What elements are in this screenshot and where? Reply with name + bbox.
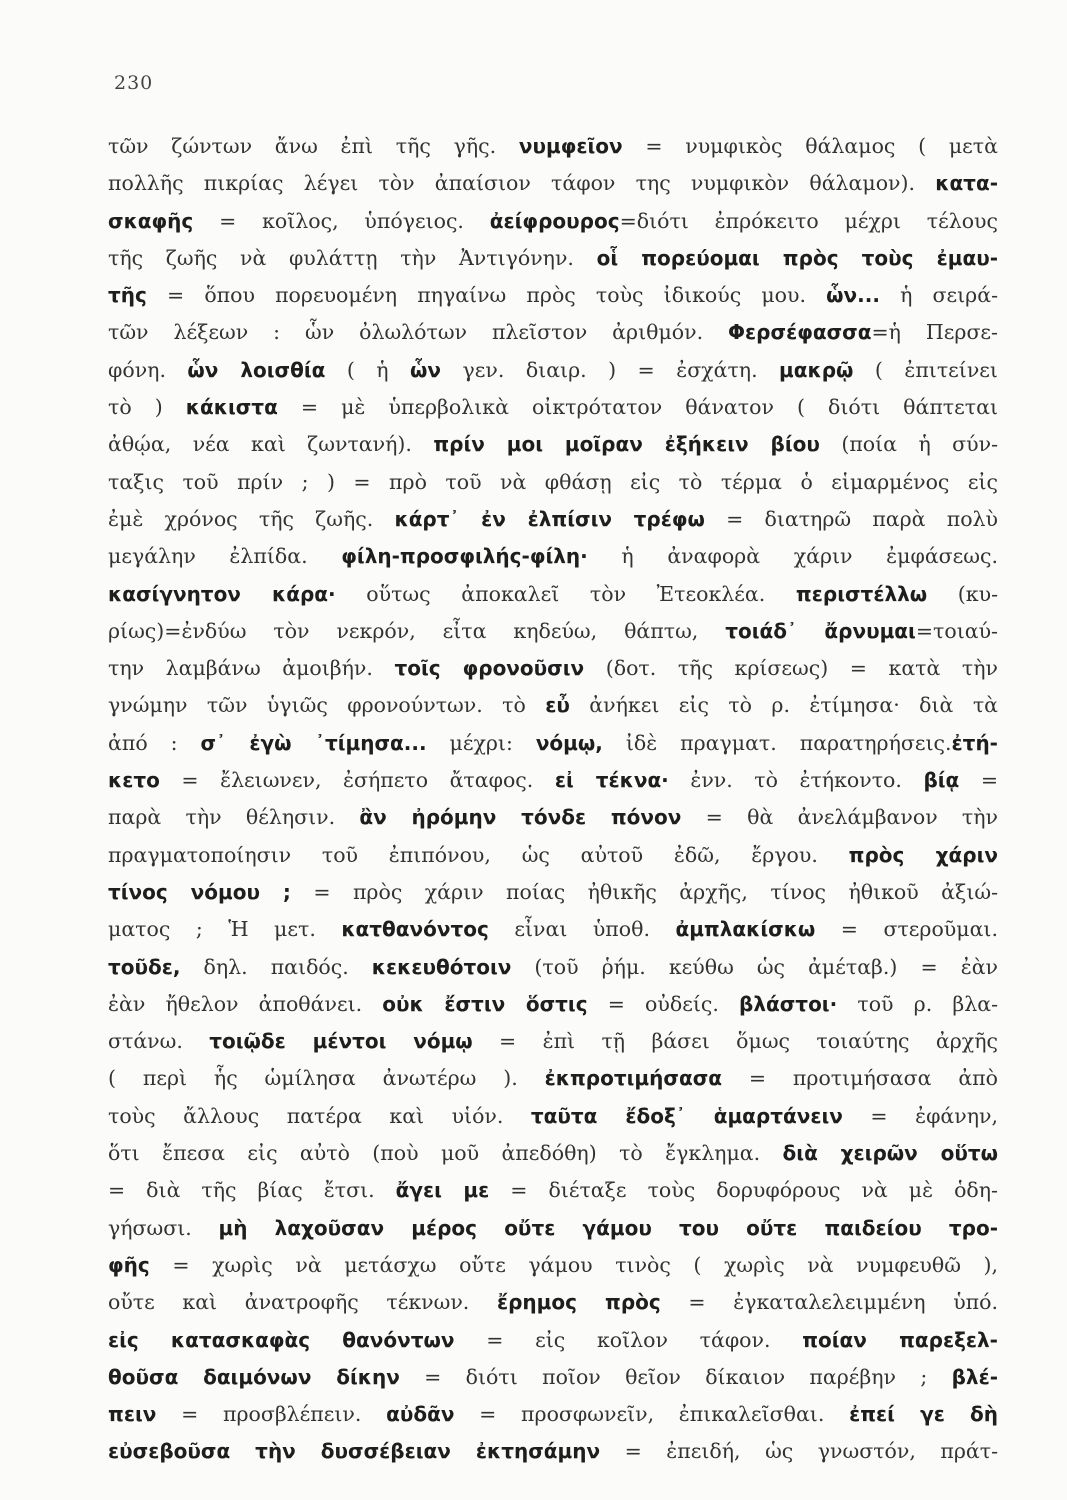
lemma: κάρτ᾿ ἐν ἐλπίσιν τρέφω — [394, 506, 705, 531]
lemma: τοῦδε, — [108, 954, 181, 979]
gloss: παρὰ τὴν θέλησιν. — [108, 805, 360, 830]
gloss: γνώμην τῶν ὑγιῶς φρονούντων. τὸ — [108, 693, 546, 718]
gloss: γεν. διαιρ. ) = ἐσχάτη. — [441, 357, 780, 382]
text-line — [108, 203, 998, 240]
text-line — [108, 165, 998, 202]
text-line — [108, 1098, 998, 1135]
gloss: ρίως)=ἐνδύω τὸν νεκρόν, εἶτα κηδεύω, θάπτω, — [108, 618, 726, 643]
gloss: οὔτε καὶ ἀνατροφῆς τέκνων. — [108, 1290, 497, 1315]
lemma: εἰς κατασκαφὰς θανόντων — [108, 1327, 455, 1352]
text-line — [108, 501, 998, 538]
lemma: περιστέλλω — [795, 581, 928, 606]
lemma: ἐκπροτιμήσασα — [544, 1066, 723, 1091]
text-line — [108, 1396, 998, 1433]
gloss: = νυμφικὸς θάλαμος ( μετὰ — [622, 134, 998, 158]
gloss: μεγάλην ἐλπίδα. — [108, 544, 342, 569]
gloss: = προσβλέπειν. — [156, 1402, 387, 1427]
gloss: = ἐγκαταλελειμμένη ὑπό. — [660, 1290, 998, 1315]
gloss: = διέταξε τοὺς δορυφόρους νὰ μὲ ὁδη- — [489, 1178, 998, 1203]
lemma: τοιάδ᾿ ἄρνυμαι — [725, 618, 916, 643]
gloss: = εἰς κοῖλον τάφον. — [454, 1327, 803, 1352]
lemma: σ᾿ ἐγὼ ᾿τίμησα... — [200, 730, 427, 755]
lemma: ἐτή- — [951, 730, 998, 755]
gloss: (τοῦ ῥήμ. κεύθω ὡς ἀμέταβ.) = ἐὰν — [511, 954, 998, 979]
text-line — [108, 538, 998, 575]
text-line — [108, 352, 998, 389]
lemma: οὐκ ἔστιν ὅστις — [382, 991, 588, 1016]
gloss: =ἡ Περσε- — [871, 320, 998, 345]
lemma: μακρῷ — [779, 357, 854, 382]
gloss: φόνη. — [108, 357, 188, 382]
gloss: δηλ. παιδός. — [180, 954, 372, 979]
gloss: (κυ- — [927, 581, 998, 606]
lemma: σκαφῆς — [108, 208, 194, 233]
gloss: = ἔλειωνεν, ἐσήπετο ἄταφος. — [159, 768, 555, 793]
text-line — [108, 1433, 998, 1470]
lemma: θοῦσα δαιμόνων δίκην — [108, 1364, 400, 1389]
gloss: ἐὰν ἤθελον ἀποθάνει. — [108, 991, 383, 1016]
gloss: ἀπό : — [108, 730, 201, 755]
text-line — [108, 725, 998, 762]
lemma: ὧν — [410, 357, 442, 382]
lemma: βίᾳ — [923, 768, 960, 793]
lemma: ἀείφρουρος — [489, 208, 620, 233]
lemma: ἐπεί γε δὴ — [849, 1402, 998, 1427]
lemma: τίνος νόμου ; — [108, 879, 291, 904]
gloss: = ἐπειδή, ὡς γνωστόν, πράτ- — [600, 1439, 998, 1464]
gloss: ἡ σειρά- — [879, 283, 998, 308]
gloss: = προτιμήσασα ἀπὸ — [722, 1066, 998, 1091]
lemma: ἔρημος πρὸς — [496, 1290, 661, 1315]
text-line — [108, 1210, 998, 1247]
text-line — [108, 1284, 998, 1321]
text-line — [108, 389, 998, 426]
lemma: ποίαν παρεξελ- — [802, 1327, 998, 1352]
gloss: ( περὶ ἧς ὡμίλησα ἀνωτέρω ). — [108, 1066, 545, 1091]
lemma: νυμφεῖον — [518, 134, 623, 158]
lemma: πρίν μοι μοῖραν ἐξήκειν βίου — [433, 432, 820, 457]
text-line — [108, 1359, 998, 1396]
text-line — [108, 1247, 998, 1284]
gloss: = θὰ ἀνελάμβανον τὴν — [681, 805, 998, 830]
lemma: τοιῷδε μέντοι νόμῳ — [209, 1029, 473, 1054]
gloss: = οὐδείς. — [587, 991, 740, 1016]
text-line — [108, 613, 998, 650]
text-line — [108, 762, 998, 799]
gloss: ἐνν. τὸ ἐτήκοντο. — [668, 768, 924, 793]
gloss: = διότι ποῖον θεῖον δίκαιον παρέβην ; — [399, 1364, 952, 1389]
gloss: (δοτ. τῆς κρίσεως) = κατὰ τὴν — [584, 656, 998, 681]
gloss: γήσωσι. — [108, 1215, 219, 1240]
lemma: βλάστοι· — [739, 991, 838, 1016]
text-line — [108, 1060, 998, 1097]
text-line — [108, 240, 998, 277]
gloss: ἀνήκει εἰς τὸ ρ. ἐτίμησα· διὰ τὰ — [569, 693, 998, 718]
lemma: πειν — [108, 1402, 157, 1427]
lemma: αὐδᾶν — [386, 1402, 455, 1427]
text-line — [108, 1322, 998, 1359]
gloss: = πρὸς χάριν ποίας ἠθικῆς ἀρχῆς, τίνος ἠθικοῦ ἀξιώ- — [290, 879, 998, 904]
gloss: ὅτι ἔπεσα εἰς αὐτὸ (ποὺ μοῦ ἀπεδόθη) τὸ ἔγκλημα. — [108, 1141, 783, 1166]
lemma: τῆς — [108, 283, 147, 308]
lemma: Φερσέφασσα — [728, 320, 872, 345]
text-line — [108, 576, 998, 613]
gloss: = — [959, 768, 998, 793]
lemma: νόμῳ, — [535, 730, 603, 755]
page-number: 230 — [114, 72, 154, 94]
gloss: (ποία ἡ σύν- — [819, 432, 998, 457]
gloss: = ἐπὶ τῇ βάσει ὅμως τοιαύτης ἀρχῆς — [472, 1029, 998, 1054]
text-line — [108, 986, 998, 1023]
gloss: ἰδὲ πραγματ. παρατηρήσεις. — [602, 730, 952, 755]
lemma: ἀμπλακίσκω — [675, 917, 816, 942]
gloss: = στεροῦμαι. — [815, 917, 998, 942]
text-line — [108, 837, 998, 874]
lemma: οἷ πορεύομαι πρὸς τοὺς ἐμαυ- — [596, 245, 998, 270]
gloss: στάνω. — [108, 1029, 210, 1054]
gloss: τῶν λέξεων : ὧν ὀλωλότων πλεῖστον ἀριθμόν. — [108, 320, 729, 345]
gloss: =τοιαύ- — [915, 618, 998, 643]
gloss: ( ἡ — [325, 357, 411, 382]
commentary-text — [108, 128, 998, 1471]
gloss: = μὲ ὑπερβολικὰ οἰκτρότατον θάνατον ( διότι θάπτεται — [277, 395, 998, 420]
lemma: κασίγνητον κάρα· — [108, 581, 336, 606]
lemma: κάκιστα — [185, 395, 278, 420]
gloss: ταξις τοῦ πρίν ; ) = πρὸ τοῦ νὰ φθάσῃ εἰς τὸ τέρμα ὁ εἱμαρμένος εἰς — [108, 469, 998, 494]
lemma: βλέ- — [951, 1364, 998, 1389]
gloss: = διατηρῶ παρὰ πολὺ — [704, 506, 998, 531]
gloss: = διὰ τῆς βίας ἔτσι. — [108, 1178, 396, 1203]
gloss: ἀθῴα, νέα καὶ ζωντανή). — [108, 432, 434, 457]
text-line — [108, 687, 998, 724]
gloss: τοῦ ρ. βλα- — [837, 991, 998, 1016]
lemma: κεκευθότοιν — [371, 954, 512, 979]
lemma: ὧν λοισθία — [187, 357, 326, 382]
text-line — [108, 277, 998, 314]
lemma: ἄγει με — [395, 1178, 490, 1203]
lemma: εἰ τέκνα· — [554, 768, 669, 793]
gloss: τὸ ) — [108, 395, 186, 420]
gloss: μέχρι: — [426, 730, 536, 755]
lemma: τοῖς φρονοῦσιν — [394, 656, 585, 681]
gloss: εἶναι ὑποθ. — [488, 917, 676, 942]
lemma: εὖ — [545, 693, 570, 718]
gloss: ἐμὲ χρόνος τῆς ζωῆς. — [108, 506, 395, 531]
gloss: πολλῆς πικρίας λέγει τὸν ἀπαίσιον τάφον της νυμφικὸν θάλαμον). — [108, 171, 936, 196]
lemma: κετο — [108, 768, 160, 793]
text-line — [108, 314, 998, 351]
gloss: τῶν ζώντων ἄνω ἐπὶ τῆς γῆς. — [108, 134, 519, 158]
text-line — [108, 1135, 998, 1172]
gloss: ( ἐπιτείνει — [853, 357, 998, 382]
text-line — [108, 949, 998, 986]
text-line — [108, 1172, 998, 1209]
lemma: ταῦτα ἔδοξ᾿ ἁμαρτάνειν — [530, 1103, 843, 1128]
text-line — [108, 464, 998, 501]
gloss: = κοῖλος, ὑπόγειος. — [193, 208, 490, 233]
lemma: ἂν ἠρόμην τόνδε πόνον — [359, 805, 682, 830]
gloss: ματος ; Ἡ μετ. — [108, 917, 342, 942]
gloss: οὕτως ἀποκαλεῖ τὸν Ἐτεοκλέα. — [335, 581, 796, 606]
lemma: πρὸς χάριν — [848, 842, 998, 867]
lemma: διὰ χειρῶν οὕτω — [782, 1141, 998, 1166]
gloss: ἡ ἀναφορὰ χάριν ἐμφάσεως. — [587, 544, 998, 569]
gloss: =διότι ἐπρόκειτο μέχρι τέλους — [619, 208, 998, 233]
gloss: = ἐφάνην, — [842, 1103, 998, 1128]
lemma: εὐσεβοῦσα τὴν δυσσέβειαν ἐκτησάμην — [108, 1439, 601, 1464]
text-line — [108, 1023, 998, 1060]
gloss: την λαμβάνω ἀμοιβήν. — [108, 656, 395, 681]
gloss: πραγματοποίησιν τοῦ ἐπιπόνου, ὡς αὐτοῦ ἐδῶ, ἔργου. — [108, 842, 849, 867]
text-line — [108, 128, 998, 165]
lemma: ὧν... — [826, 283, 880, 308]
lemma: κατθανόντος — [341, 917, 489, 942]
lemma: μὴ λαχοῦσαν μέρος οὔτε γάμου του οὔτε παιδείου τρο- — [218, 1215, 998, 1240]
text-line — [108, 874, 998, 911]
text-line — [108, 799, 998, 836]
gloss: τῆς ζωῆς νὰ φυλάττῃ τὴν Ἀντιγόνην. — [108, 245, 597, 270]
gloss: = ὅπου πορευομένη πηγαίνω πρὸς τοὺς ἰδικούς μου. — [146, 283, 827, 308]
text-line — [108, 911, 998, 948]
lemma: φῆς — [108, 1252, 150, 1277]
gloss: = χωρὶς νὰ μετάσχω οὔτε γάμου τινὸς ( χωρὶς νὰ νυμφευθῶ ), — [149, 1252, 998, 1277]
gloss: τοὺς ἄλλους πατέρα καὶ υἱόν. — [108, 1103, 531, 1128]
text-line — [108, 650, 998, 687]
lemma: κατα- — [935, 171, 998, 196]
text-line — [108, 426, 998, 463]
lemma: φίλη-προσφιλής-φίλη· — [341, 544, 588, 569]
gloss: = προσφωνεῖν, ἐπικαλεῖσθαι. — [454, 1402, 850, 1427]
